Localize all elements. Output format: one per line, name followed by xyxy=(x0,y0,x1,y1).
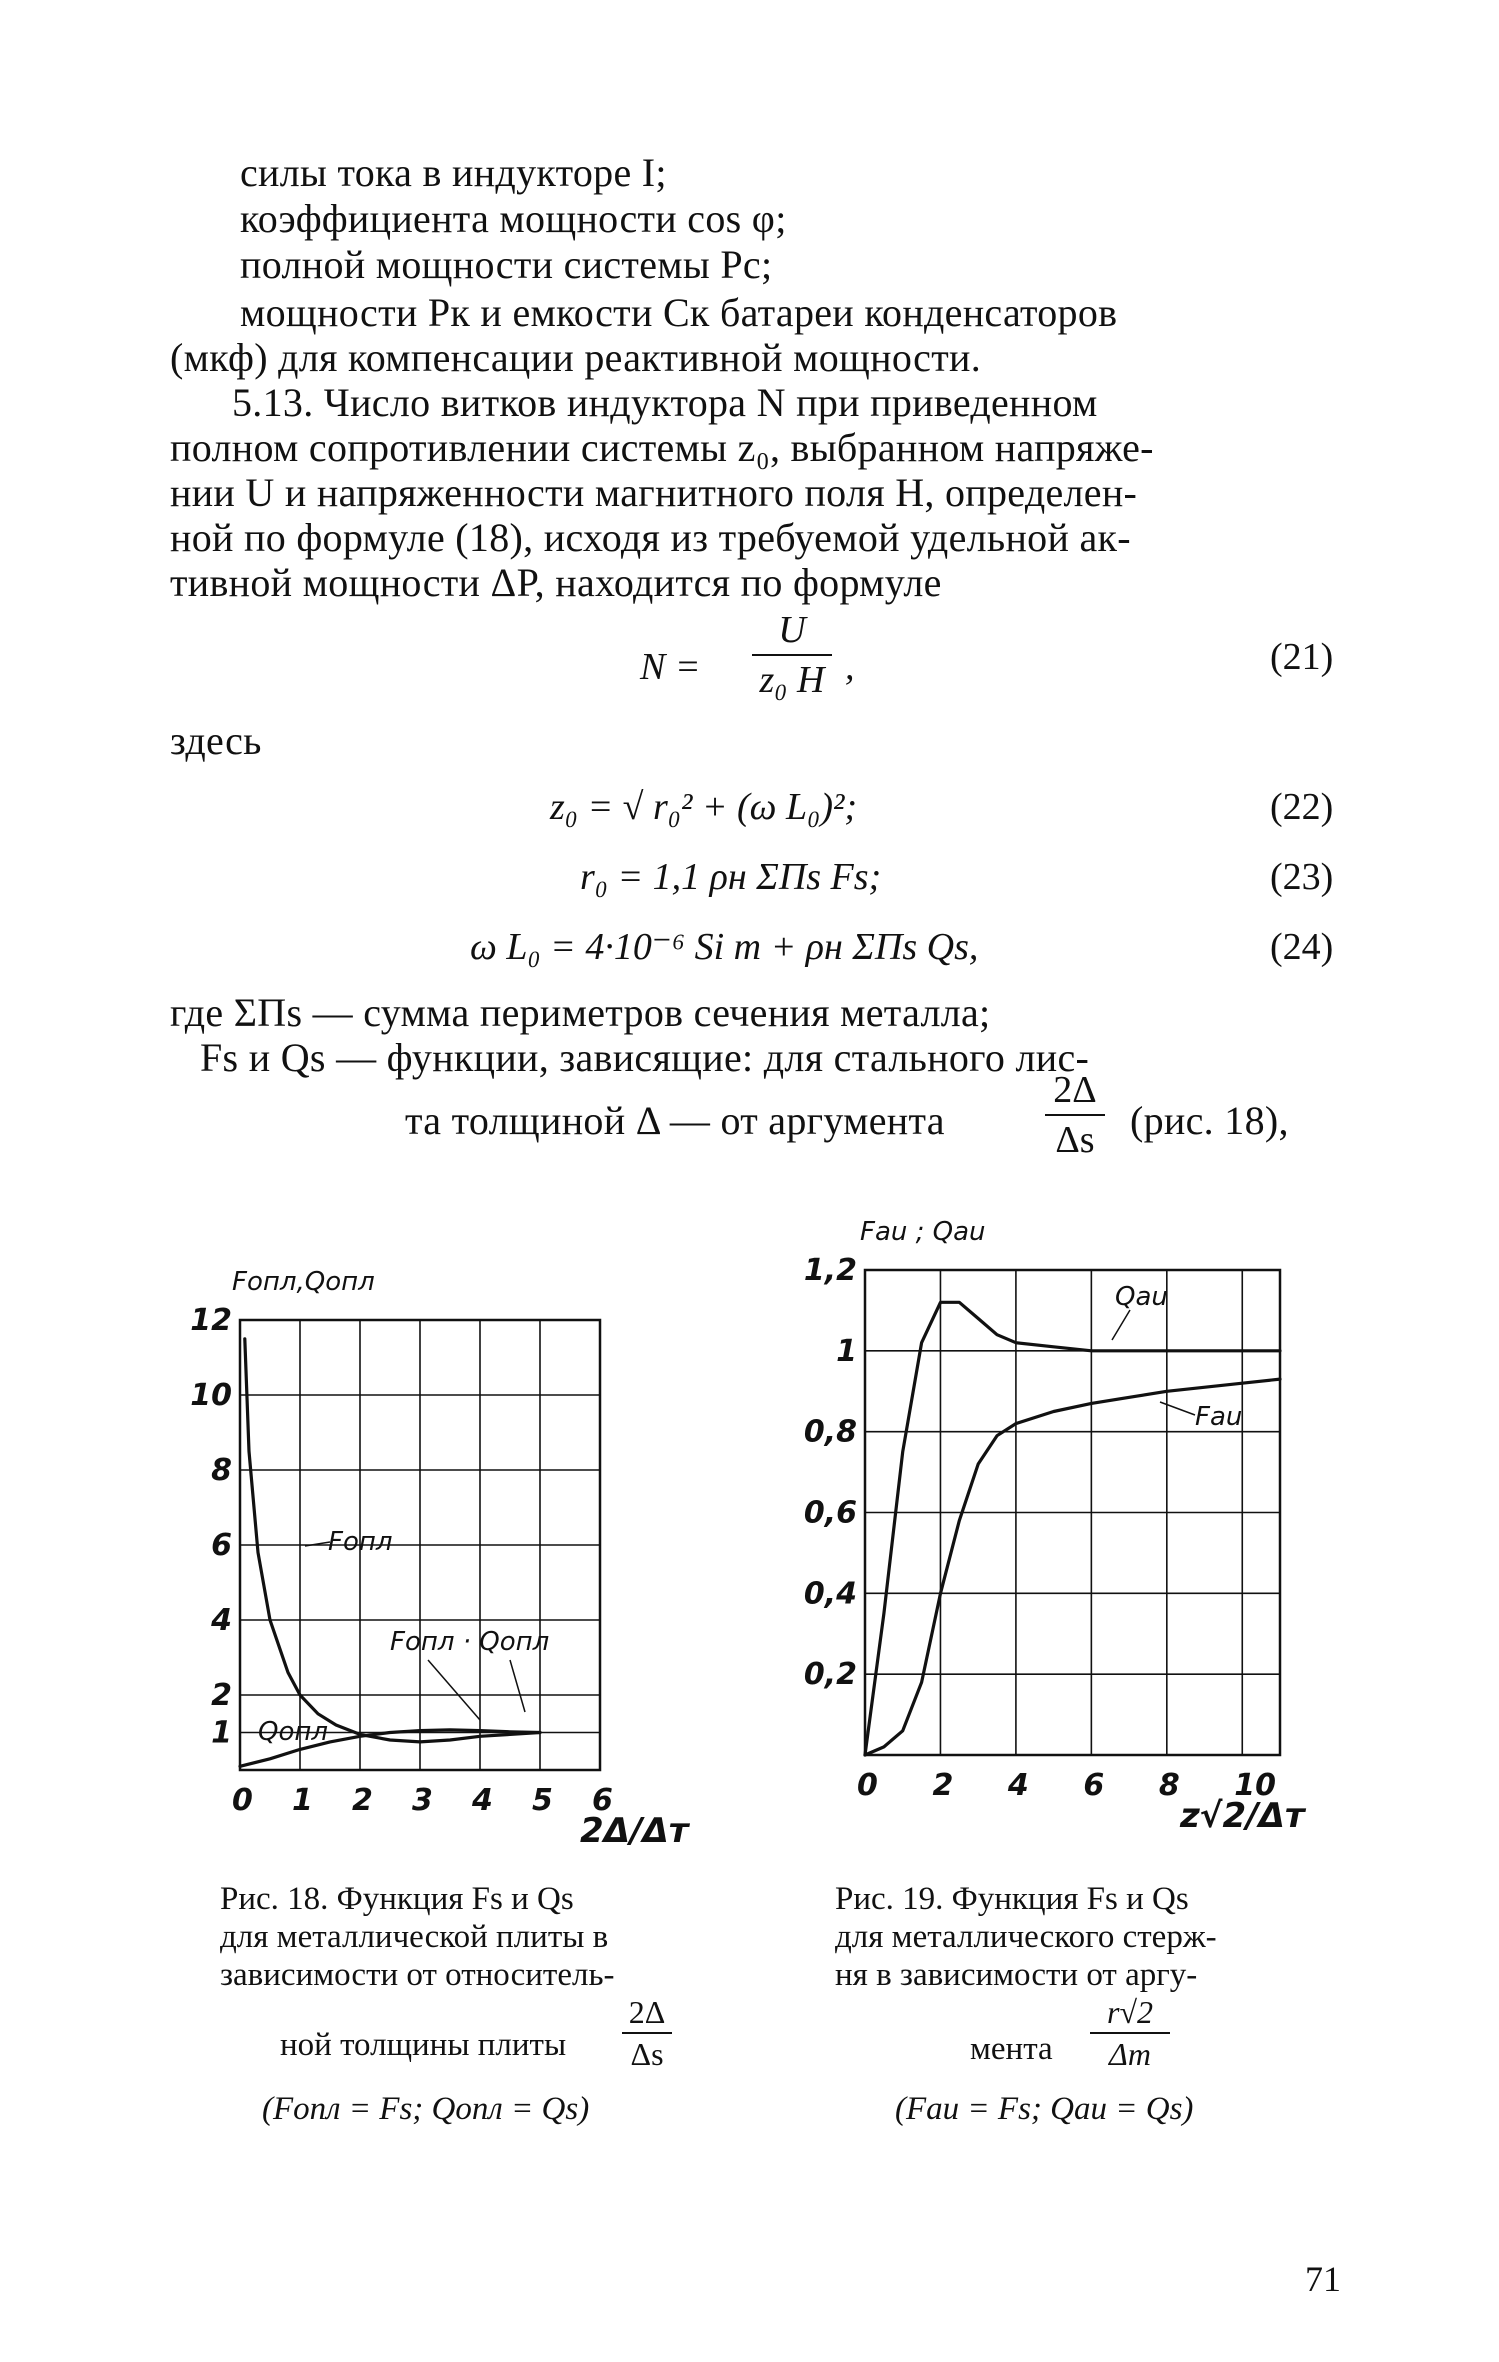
fraction-numerator: r√2 xyxy=(1106,1994,1153,2030)
thick-line-text: та толщиной Δ — от аргумента xyxy=(405,1098,945,1143)
text-line: коэффициента мощности cos φ; xyxy=(240,196,787,241)
text-line: где ΣΠs — сумма периметров сечения металла; xyxy=(170,990,991,1035)
fig18-x-tick-label: 1 xyxy=(292,1783,313,1818)
fig19-pointer-q xyxy=(1112,1310,1130,1340)
fig19-x-tick-label: 2 xyxy=(932,1768,954,1803)
fig19-y-tick-label: 0,4 xyxy=(803,1576,857,1612)
fig19-x-tick-label: 0 xyxy=(857,1768,878,1803)
fig19-caption-line: ня в зависимости от аргу- xyxy=(835,1957,1198,1993)
text-line: силы тока в индукторе I; xyxy=(240,150,667,195)
fig19-x-title: z√2/Δт xyxy=(1180,1796,1305,1836)
fig18-caption-frac-text: ной толщины плиты xyxy=(280,2027,567,2063)
fig18-x-tick-label: 5 xyxy=(532,1783,553,1818)
text-line: полной мощности системы Pc; xyxy=(240,242,773,287)
fig19-x-tick-label: 10 xyxy=(1234,1768,1277,1803)
fig19-y-tick-label: 1,2 xyxy=(803,1253,857,1288)
figure-18-chart xyxy=(180,1250,740,1870)
fraction-numerator: 2Δ xyxy=(1053,1069,1097,1111)
fig18-caption-fraction xyxy=(622,1994,672,2072)
fig18-x-tick-label: 3 xyxy=(412,1783,433,1818)
eq21-lhs: N = xyxy=(640,646,701,688)
fig18-y-tick-label: 2 xyxy=(211,1678,232,1713)
text-line: полном сопротивлении системы z₀, выбранном напряже- xyxy=(170,425,1154,470)
text-line: Fs и Qs — функции, зависящие: для стального лис- xyxy=(200,1035,1090,1080)
page-number: 71 xyxy=(1305,2259,1341,2299)
figure-19-chart xyxy=(803,1210,1330,1836)
zdes-word: здесь xyxy=(170,718,262,763)
fig18-label-f: Fопл xyxy=(328,1527,393,1557)
text-line: тивной мощности ΔP, находится по формуле xyxy=(170,560,942,605)
fig19-y-tick-label: 0,8 xyxy=(803,1414,857,1450)
fig18-x-tick-label: 4 xyxy=(472,1783,493,1818)
fig18-caption-line: зависимости от относитель- xyxy=(220,1957,615,1993)
fig18-y-tick-label: 6 xyxy=(211,1528,232,1563)
fig18-x-tick-label: 6 xyxy=(592,1783,613,1818)
text-line: ной по формуле (18), исходя из требуемой удельной ак- xyxy=(170,515,1131,560)
eq22-number: (22) xyxy=(1270,786,1334,828)
fig18-y-tick-label: 12 xyxy=(190,1303,232,1338)
fig19-series-Qau xyxy=(865,1302,1280,1755)
fig18-y-tick-label: 1 xyxy=(211,1715,232,1751)
fig19-x-tick-label: 8 xyxy=(1158,1768,1180,1803)
fig19-caption-line: Рис. 19. Функция Fs и Qs xyxy=(835,1881,1189,1917)
fig18-caption-line: для металлической плиты в xyxy=(220,1919,609,1955)
fig18-caption-line: Рис. 18. Функция Fs и Qs xyxy=(220,1881,574,1917)
text-line: нии U и напряженности магнитного поля H, определен- xyxy=(170,470,1138,515)
fig18-y-tick-label: 10 xyxy=(190,1378,232,1413)
fig19-label-f: Fau xyxy=(1195,1402,1243,1432)
fraction-numerator: 2Δ xyxy=(628,1994,666,2030)
fig19-x-tick-label: 4 xyxy=(1007,1768,1029,1803)
fig18-label-q: Qопл xyxy=(258,1717,328,1747)
eq24: ω L₀ = 4·10⁻⁶ Si m + ρн ΣΠs Qs, xyxy=(470,926,979,968)
eq21-denominator: z₀ H xyxy=(759,659,825,701)
thick-line-fraction xyxy=(1045,1068,1105,1162)
eq23-number: (23) xyxy=(1270,856,1334,898)
fig19-caption-frac-text: мента xyxy=(970,2031,1053,2067)
fig18-pointer-fq xyxy=(428,1660,480,1720)
text-line: мощности Pк и емкости Cк батареи конденсаторов xyxy=(240,290,1118,335)
eq24-number: (24) xyxy=(1270,926,1334,968)
eq23: r₀ = 1,1 ρн ΣΠs Fs; xyxy=(580,856,882,898)
eq21-fraction xyxy=(752,608,832,702)
eq21-numerator: U xyxy=(778,609,806,651)
fig18-y-tick-label: 4 xyxy=(211,1603,232,1638)
fig18-pointer-q xyxy=(510,1660,525,1712)
text-line: (мкф) для компенсации реактивной мощности. xyxy=(170,335,981,380)
fig18-y-tick-label: 8 xyxy=(211,1453,232,1488)
eq21-number: (21) xyxy=(1270,636,1334,678)
fig18-y-title: Fопл,Qопл xyxy=(232,1267,375,1297)
fig19-label-q: Qau xyxy=(1115,1282,1168,1312)
fig19-y-tick-label: 0,2 xyxy=(803,1657,857,1693)
fig18-label-fq: Fопл · Qопл xyxy=(390,1627,550,1657)
text-line: 5.13. Число витков индуктора N при приведенном xyxy=(232,380,1098,425)
eq22: z₀ = √ r₀² + (ω L₀)²; xyxy=(550,786,858,828)
thick-line-tail: (рис. 18), xyxy=(1130,1098,1289,1143)
eq21-tail: , xyxy=(845,646,855,688)
fig19-y-title: Fau ; Qau xyxy=(860,1217,986,1247)
fig19-y-tick-label: 1 xyxy=(836,1333,857,1369)
fraction-denominator: Δs xyxy=(1055,1119,1095,1161)
fig19-series-Fau xyxy=(865,1379,1280,1755)
fig19-caption-fraction xyxy=(1090,1994,1170,2072)
fraction-denominator: Δт xyxy=(1109,2036,1151,2072)
fig19-x-tick-label: 6 xyxy=(1083,1768,1105,1803)
fig18-x-tick-label: 0 xyxy=(232,1783,253,1818)
fig19-caption-line: для металлического стерж- xyxy=(835,1919,1217,1955)
fig18-caption-last: (Fопл = Fs; Qопл = Qs) xyxy=(262,2091,590,2127)
fig19-y-tick-label: 0,6 xyxy=(803,1495,857,1531)
fig18-x-title: 2Δ/Δт xyxy=(580,1811,689,1851)
fig19-caption-last: (Fau = Fs; Qau = Qs) xyxy=(895,2091,1194,2127)
fraction-denominator: Δs xyxy=(630,2036,664,2072)
fig19-pointer-f xyxy=(1160,1402,1195,1415)
fig18-x-tick-label: 2 xyxy=(352,1783,373,1818)
